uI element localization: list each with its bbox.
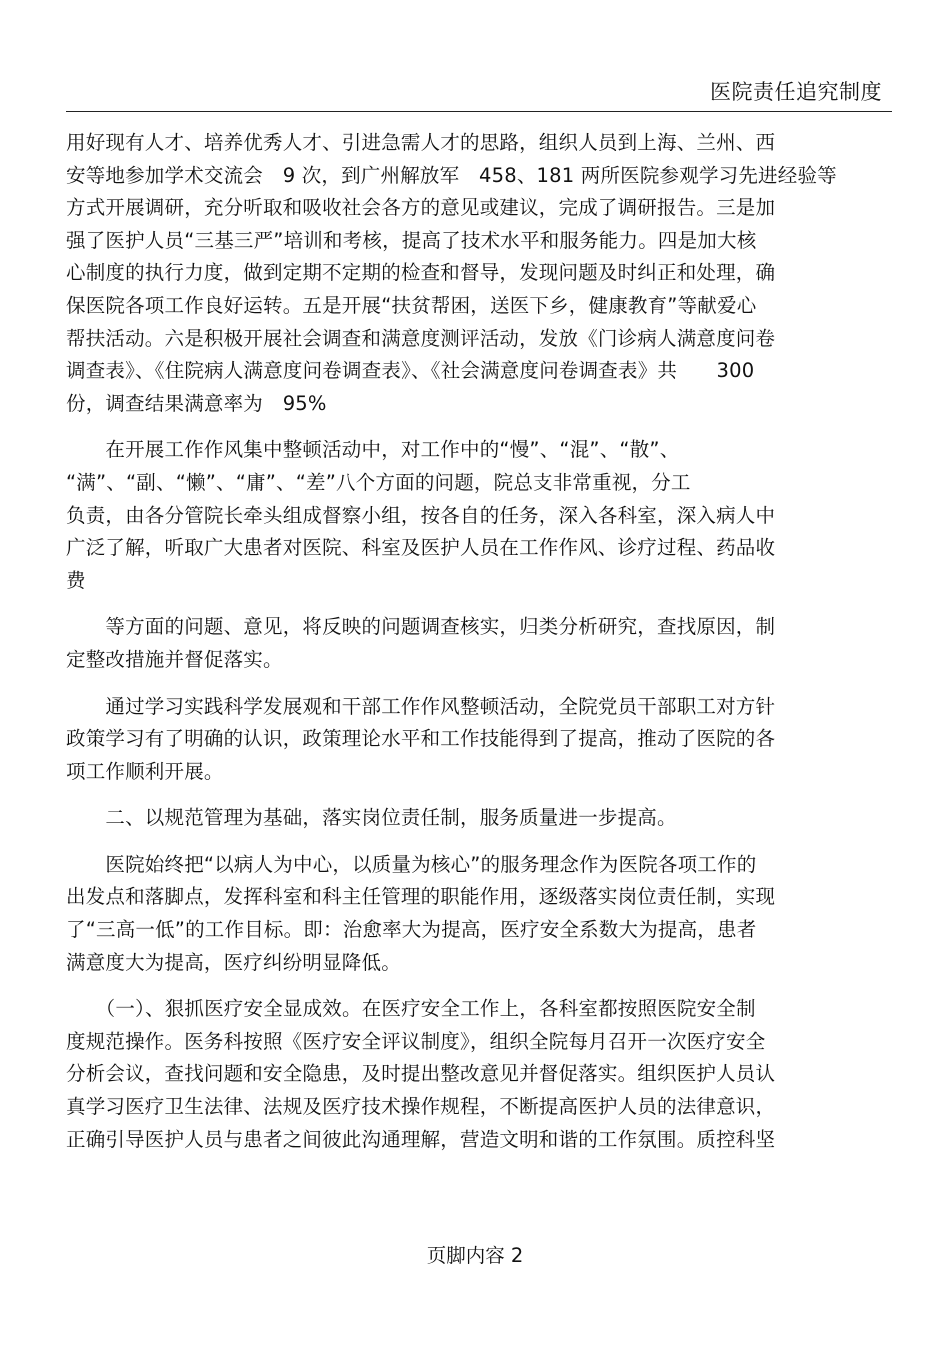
text-line: 医院始终把“以病人为中心，以质量为核心”的服务理念作为医院各项工作的 [66,852,757,876]
paragraph-talent-and-surveys [66,127,866,420]
text-line: 定整改措施并督促落实。 [66,647,283,671]
text-line: 满意度大为提高，医疗纠纷明显降低。 [66,950,401,974]
text-line: 用好现有人才、培养优秀人才、引进急需人才的思路，组织人员到上海、兰州、西 [66,131,776,154]
text-line: 强了医护人员“三基三严”培训和考核，提高了技术水平和服务能力。四是加大核 [66,228,757,252]
text-line: 负责，由各分管院长牵头组成督察小组，按各自的任务，深入各科室，深入病人中 [66,503,776,527]
text-line: 保医院各项工作良好运转。五是开展“扶贫帮困，送医下乡，健康教育”等献爱心 [66,293,757,317]
paragraph-service-philosophy [66,849,866,979]
section-heading-standardized-management [66,802,866,835]
text-line: 帮扶活动。六是积极开展社会调查和满意度测评活动，发放《门诊病人满意度问卷 [66,326,776,350]
text-line: 广泛了解，听取广大患者对医院、科室及医护人员在工作作风、诊疗过程、药品收 [66,536,776,560]
text-line: 在开展工作作风集中整顿活动中，对工作中的“慢”、“混”、“散”、 [66,438,680,462]
text-line: 方式开展调研，充分听取和吸收社会各方的意见或建议，完成了调研报告。三是加 [66,196,776,220]
text-line: 出发点和落脚点，发挥科室和科主任管理的职能作用，逐级落实岗位责任制，实现 [66,885,776,909]
text-line: 费 [66,568,86,592]
header-divider [66,111,892,112]
text-line: 调查表》、《住院病人满意度问卷调查表》、《社会满意度问卷调查表》共 300 [66,359,755,383]
text-line: 等方面的问题、意见，将反映的问题调查核实，归类分析研究，查找原因，制 [66,615,776,639]
text-line: 二、以规范管理为基础，落实岗位责任制，服务质量进一步提高。 [66,806,677,830]
page-footer: 页脚内容 2 [426,1244,524,1267]
paragraph-work-style-rectification [66,434,866,597]
text-line: 了“三高一低”的工作目标。即：治愈率大为提高，医疗安全系数大为提高，患者 [66,918,757,942]
text-line: 政策学习有了明确的认识，政策理论水平和工作技能得到了提高，推动了医院的各 [66,727,776,751]
paragraph-medical-safety [66,993,866,1156]
text-line: 分析会议，查找问题和安全隐患，及时提出整改意见并督促落实。组织医护人员认 [66,1062,776,1086]
text-line: （一）、狠抓医疗安全显成效。在医疗安全工作上，各科室都按照医院安全制 [66,997,756,1021]
text-line: 份，调查结果满意率为 95% [66,391,327,415]
text-line: 通过学习实践科学发展观和干部工作作风整顿活动，全院党员干部职工对方针 [66,694,776,718]
text-line: 正确引导医护人员与患者之间彼此沟通理解，营造文明和谐的工作氛围。质控科坚 [66,1127,776,1151]
paragraph-issue-verification [66,611,866,676]
paragraph-study-results [66,691,866,789]
running-header-title: 医院责任追究制度 [710,80,882,104]
text-line: 真学习医疗卫生法律、法规及医疗技术操作规程，不断提高医护人员的法律意识， [66,1095,776,1119]
text-line: 安等地参加学术交流会 9 次，到广州解放军 458、181 两所医院参观学习先进经验等 [66,163,837,187]
document-body [66,127,866,1156]
text-line: 度规范操作。医务科按照《医疗安全评议制度》，组织全院每月召开一次医疗安全 [66,1029,766,1053]
text-line: “满”、“副、“懒”、“庸”、“差”八个方面的问题，院总支非常重视，分工 [66,470,691,494]
text-line: 心制度的执行力度，做到定期不定期的检查和督导，发现问题及时纠正和处理，确 [66,261,776,285]
text-line: 项工作顺利开展。 [66,759,224,783]
